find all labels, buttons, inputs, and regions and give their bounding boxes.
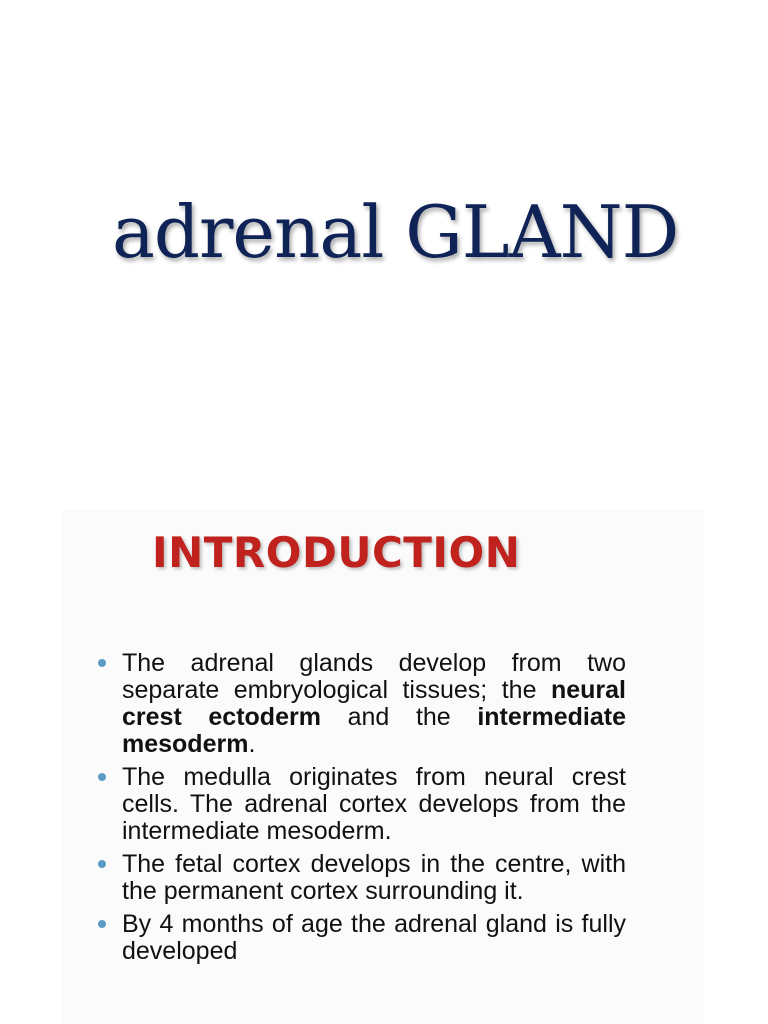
bullet-dot-icon [98, 860, 106, 868]
bullet-text: and the [320, 703, 478, 731]
bullet-dot-icon [98, 659, 106, 667]
bullet-dot-icon [98, 773, 106, 781]
bold-term-mesoderm: intermediate mesoderm [122, 703, 627, 758]
bullet-text: By 4 months of age the adrenal gland is fully developed [122, 910, 626, 965]
bold-term-neural-crest: neural crest ectoderm [122, 676, 626, 731]
bullet-item-origin [94, 650, 626, 758]
bullet-item-medulla [94, 764, 626, 845]
bullet-text: . [248, 730, 256, 758]
bullet-item-development [94, 911, 626, 965]
introduction-slide [62, 510, 704, 1024]
bullet-text: The medulla originates from neural crest cells. The adrenal cortex develops from the intermediate mesoderm. [122, 763, 626, 845]
bullet-item-fetal-cortex [94, 851, 626, 905]
bullet-list [94, 650, 626, 971]
title-slide [0, 0, 768, 500]
bullet-dot-icon [98, 920, 106, 928]
section-heading: INTRODUCTION [152, 528, 521, 577]
bullet-text: The fetal cortex develops in the centre, with the permanent cortex surrounding it. [122, 850, 626, 905]
main-title: adrenal GLAND [112, 190, 679, 274]
bullet-text: The adrenal glands develop from two separate embryological tissues; the [122, 649, 626, 704]
